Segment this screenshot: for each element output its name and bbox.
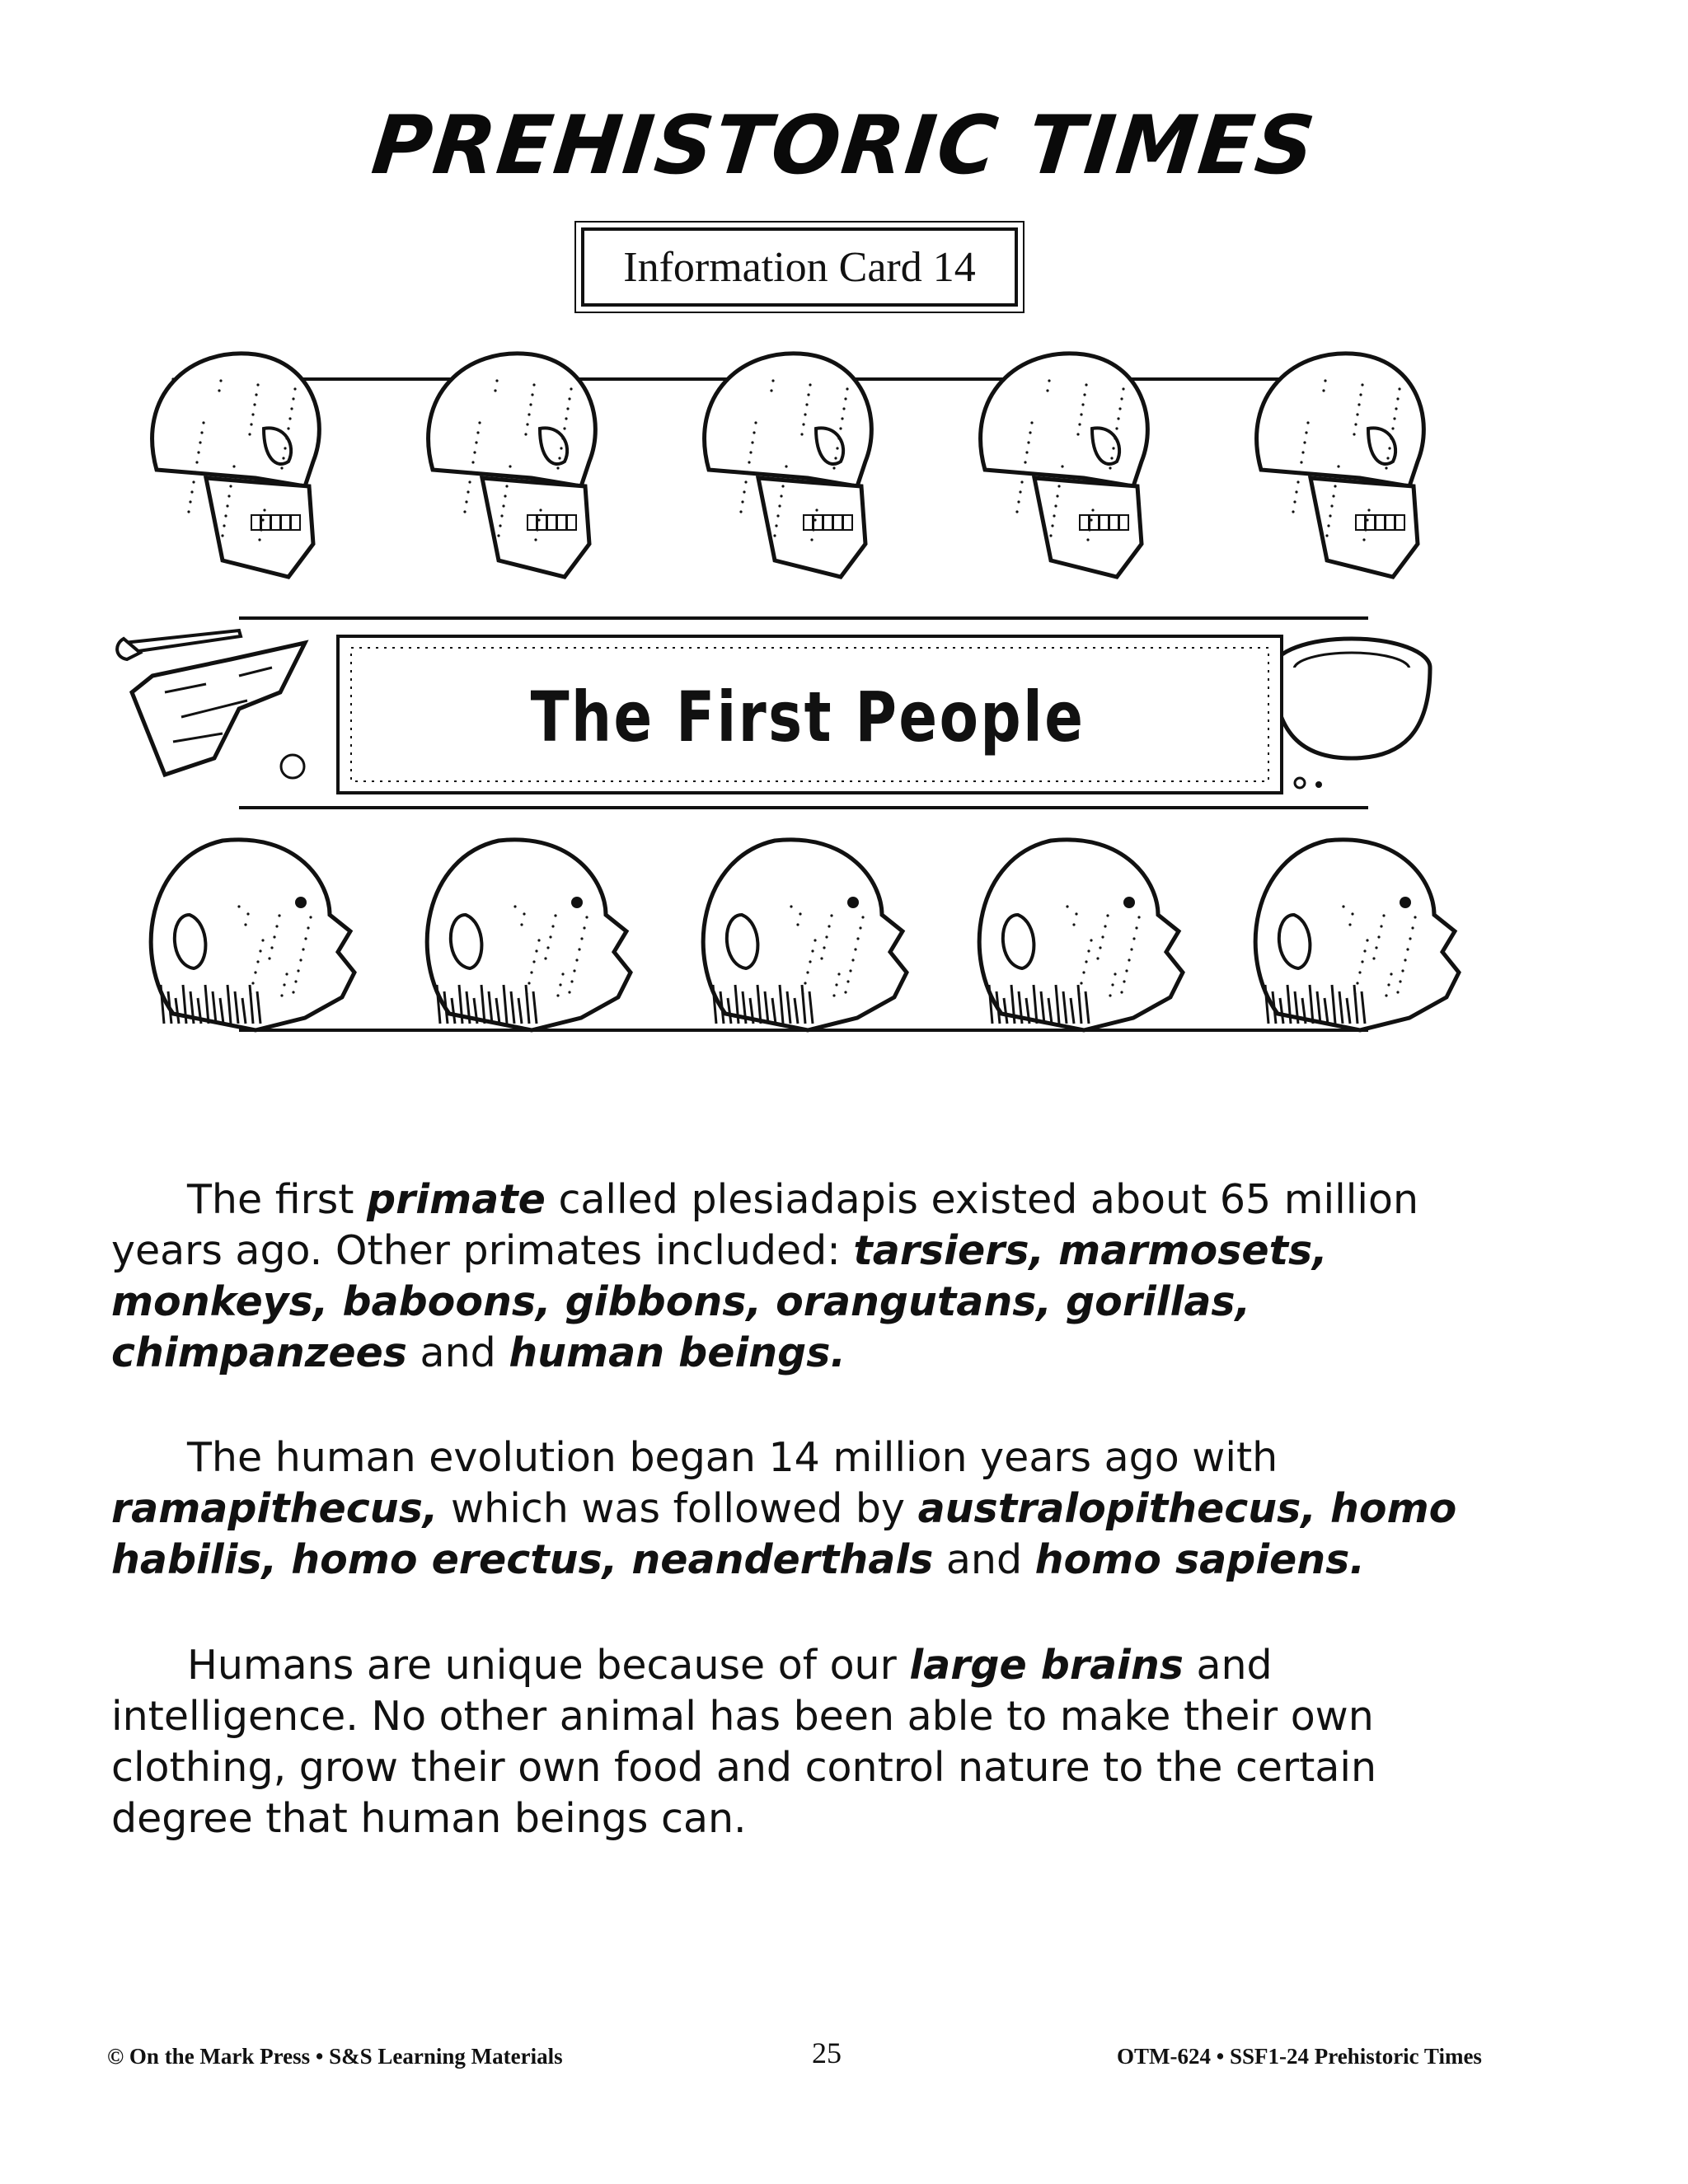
skull-icon [981, 354, 1148, 577]
hominid-head-icon [151, 840, 354, 1030]
key-term: ramapithecus, [111, 1485, 438, 1532]
page-title: PREHISTORIC TIMES [368, 99, 1320, 193]
skull-icon [429, 354, 596, 577]
hominid-head-icon [703, 840, 907, 1030]
footer-copyright: © On the Mark Press • S&S Learning Materials [107, 2044, 563, 2069]
key-term: australopithecus, homo habilis, homo erectus, neanderthals [111, 1485, 1457, 1583]
skull-icon [705, 354, 872, 577]
section-heading: The First People [530, 677, 1085, 757]
skull-icon [1257, 354, 1424, 577]
text-run: which was followed by [438, 1485, 918, 1532]
text-run: The human evolution began 14 million years ago with [187, 1434, 1278, 1481]
key-term: large brains [909, 1642, 1184, 1689]
key-term: homo sapiens. [1034, 1536, 1365, 1583]
text-run: and [933, 1536, 1035, 1583]
page-number: 25 [812, 2036, 842, 2069]
text-run: Humans are unique because of our [187, 1642, 910, 1689]
text-run: and [406, 1329, 509, 1376]
text-run: The first [187, 1176, 368, 1223]
paragraph-3 [111, 1640, 1529, 1844]
stone-bowl-icon [1273, 639, 1430, 788]
paragraph-2 [111, 1432, 1529, 1586]
skull-icon [152, 354, 320, 577]
hominid-head-icon [1255, 840, 1459, 1030]
key-term: human beings. [509, 1329, 846, 1376]
key-term: primate [367, 1176, 546, 1223]
hominid-head-icon [979, 840, 1183, 1030]
hominid-head-icon [427, 840, 631, 1030]
text-run: called plesiadapis existed about 65 million years ago. Other primates included: [111, 1176, 1419, 1274]
stone-spear-icon [117, 630, 305, 778]
footer-series: OTM-624 • SSF1-24 Prehistoric Times [1117, 2044, 1482, 2069]
information-card-label [581, 227, 1018, 307]
text-run: and intelligence. No other animal has been able to make their own clothing, grow their own food and control nature to the certain degree that human beings can. [111, 1642, 1377, 1842]
information-card-text: Information Card 14 [623, 243, 976, 291]
paragraph-1 [111, 1174, 1529, 1379]
key-term: tarsiers, marmosets, monkeys, baboons, gibbons, orangutans, gorillas, chimpanzees [111, 1227, 1328, 1376]
